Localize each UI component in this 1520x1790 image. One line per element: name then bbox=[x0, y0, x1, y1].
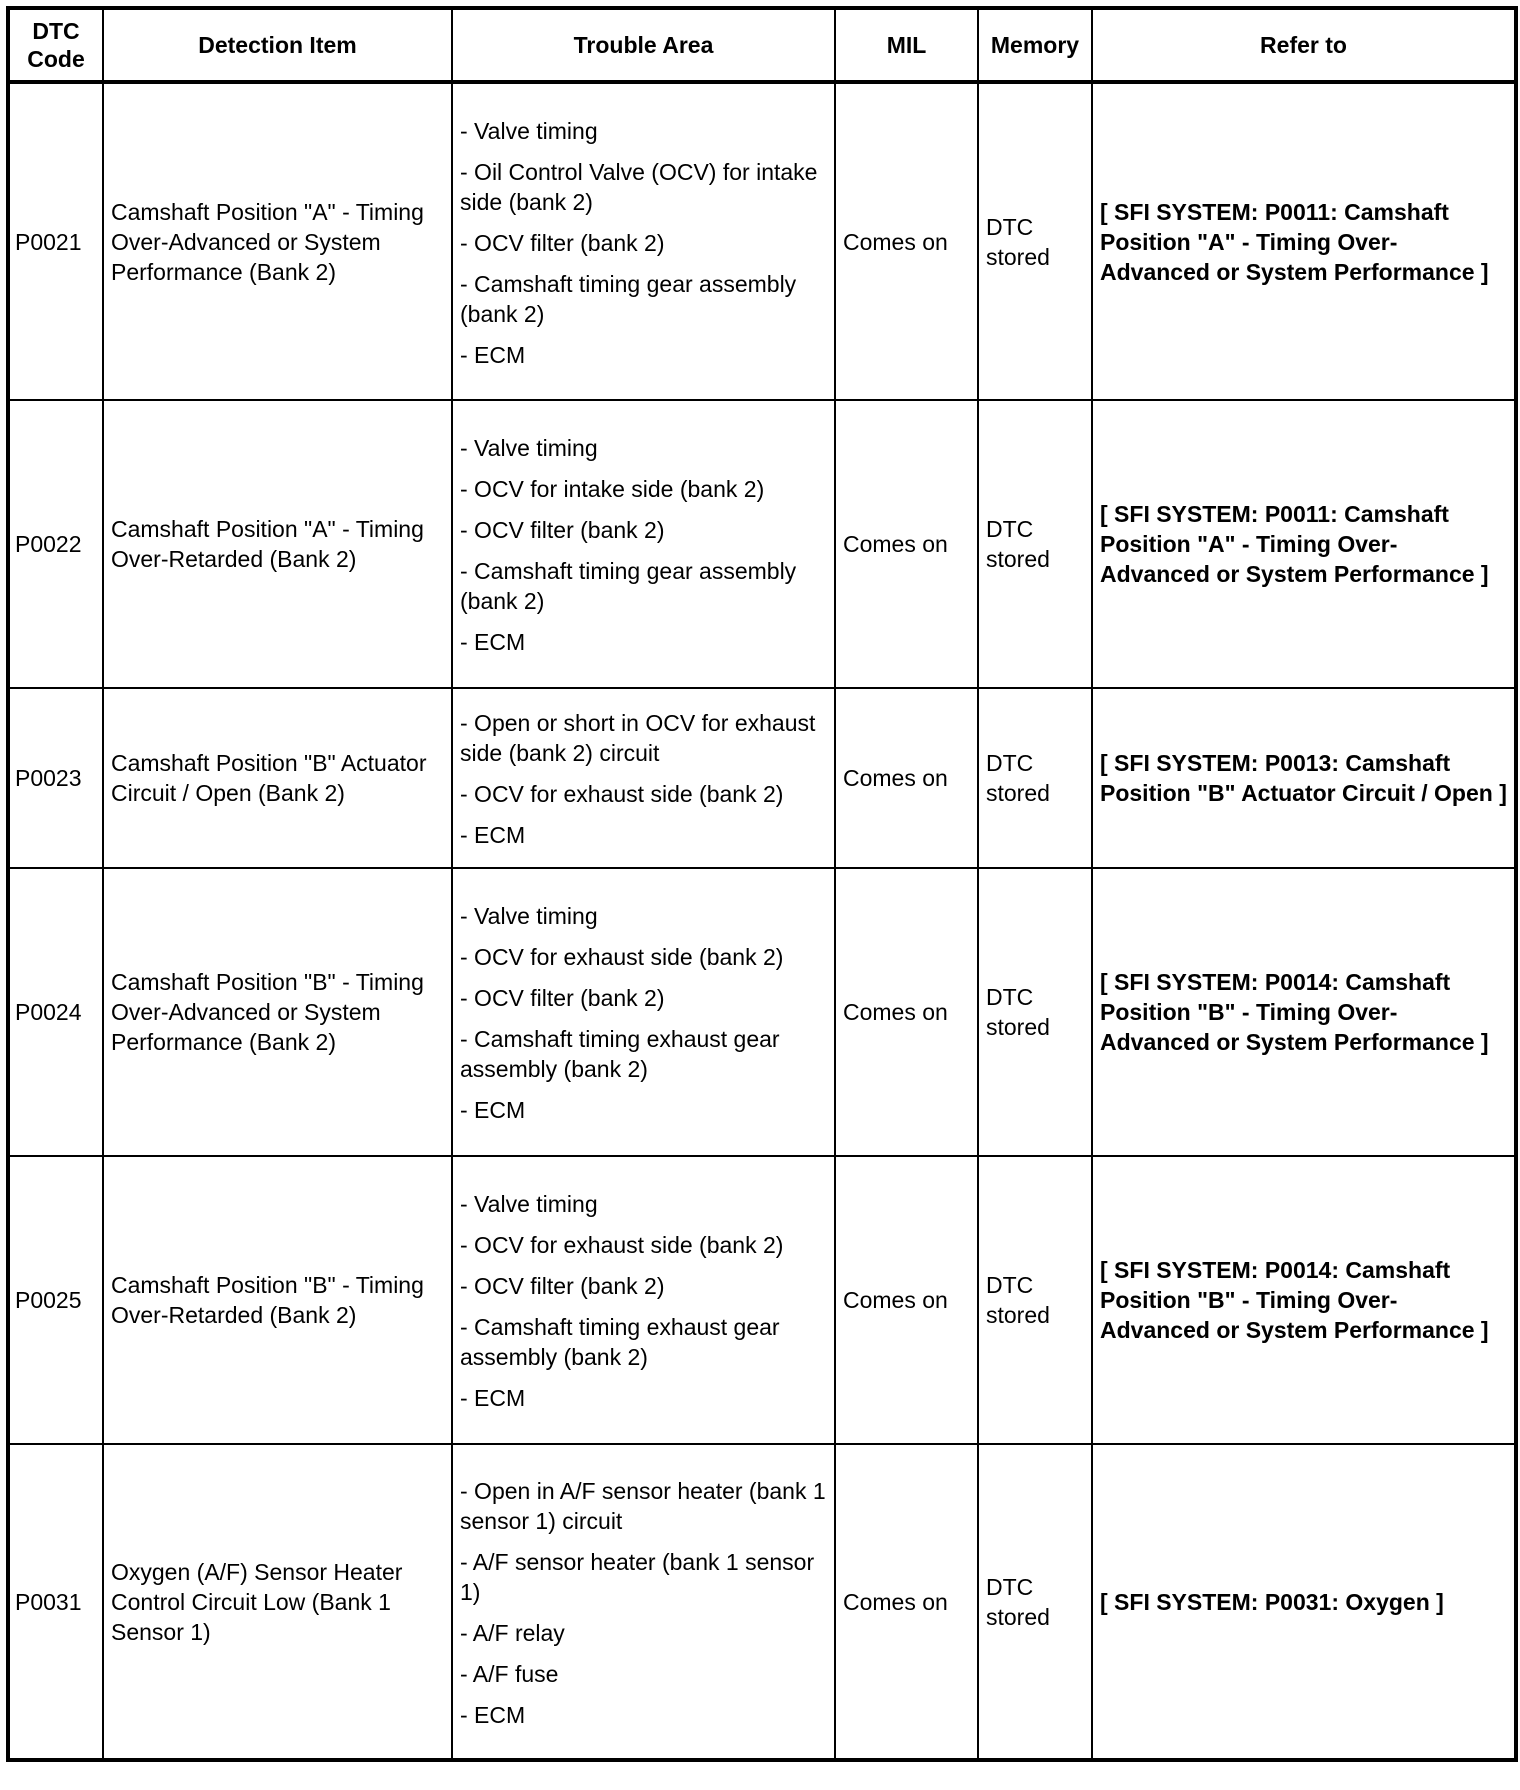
detection-item: Oxygen (A/F) Sensor Heater Control Circuit Low (Bank 1 Sensor 1) bbox=[103, 1444, 452, 1760]
trouble-area-item: - Camshaft timing gear assembly (bank 2) bbox=[460, 558, 797, 614]
table-row bbox=[8, 400, 1516, 688]
trouble-area-item: - A/F sensor heater (bank 1 sensor 1) bbox=[460, 1548, 815, 1605]
trouble-area-item: - Valve timing bbox=[460, 903, 598, 929]
trouble-area bbox=[452, 868, 835, 1156]
trouble-area-item: - OCV for exhaust side (bank 2) bbox=[460, 944, 784, 970]
table-row bbox=[8, 868, 1516, 1156]
refer-to-link[interactable]: [ SFI SYSTEM: P0014: Camshaft Position "B" - Timing Over-Advanced or System Performance ] bbox=[1092, 868, 1516, 1156]
detection-item: Camshaft Position "B" Actuator Circuit / Open (Bank 2) bbox=[103, 688, 452, 868]
refer-to-link[interactable]: [ SFI SYSTEM: P0031: Oxygen ] bbox=[1092, 1444, 1516, 1760]
dtc-table bbox=[6, 6, 1518, 1762]
trouble-area-item: - OCV filter (bank 2) bbox=[460, 1273, 665, 1299]
trouble-area-item: - ECM bbox=[460, 629, 526, 655]
trouble-area bbox=[452, 82, 835, 400]
trouble-area-item: - OCV filter (bank 2) bbox=[460, 985, 665, 1011]
memory-status: DTC stored bbox=[978, 688, 1092, 868]
refer-to-link[interactable]: [ SFI SYSTEM: P0011: Camshaft Position "A" - Timing Over-Advanced or System Performance ] bbox=[1092, 82, 1516, 400]
trouble-area-item: - Camshaft timing exhaust gear assembly (bank 2) bbox=[460, 1314, 780, 1370]
mil-status: Comes on bbox=[835, 868, 978, 1156]
memory-status: DTC stored bbox=[978, 400, 1092, 688]
mil-status: Comes on bbox=[835, 1444, 978, 1760]
trouble-area-item: - A/F relay bbox=[460, 1619, 565, 1646]
trouble-area-item: - A/F fuse bbox=[460, 1660, 559, 1687]
memory-status: DTC stored bbox=[978, 1156, 1092, 1444]
trouble-area-item: - ECM bbox=[460, 1097, 526, 1123]
table-row bbox=[8, 1444, 1516, 1760]
trouble-area-item: - ECM bbox=[460, 1701, 526, 1728]
trouble-area bbox=[452, 1444, 835, 1760]
header-row bbox=[8, 8, 1516, 82]
trouble-area-item: - Camshaft timing exhaust gear assembly (bank 2) bbox=[460, 1026, 780, 1082]
trouble-area-item: - Camshaft timing gear assembly (bank 2) bbox=[460, 270, 797, 327]
trouble-area-item: - OCV filter (bank 2) bbox=[460, 517, 665, 543]
trouble-area-item: - Valve timing bbox=[460, 1191, 598, 1217]
header-detection-item: Detection Item bbox=[103, 8, 452, 82]
detection-item: Camshaft Position "A" - Timing Over-Advanced or System Performance (Bank 2) bbox=[103, 82, 452, 400]
header-mil: MIL bbox=[835, 8, 978, 82]
trouble-area-item: - ECM bbox=[460, 1385, 526, 1411]
table-row bbox=[8, 688, 1516, 868]
detection-item: Camshaft Position "B" - Timing Over-Advanced or System Performance (Bank 2) bbox=[103, 868, 452, 1156]
mil-status: Comes on bbox=[835, 82, 978, 400]
trouble-area-item: - Open in A/F sensor heater (bank 1 sensor 1) circuit bbox=[460, 1477, 826, 1534]
memory-status: DTC stored bbox=[978, 1444, 1092, 1760]
trouble-area-item: - OCV for exhaust side (bank 2) bbox=[460, 781, 784, 807]
trouble-area-item: - OCV for exhaust side (bank 2) bbox=[460, 1232, 784, 1258]
header-trouble-area: Trouble Area bbox=[452, 8, 835, 82]
table-row bbox=[8, 1156, 1516, 1444]
trouble-area bbox=[452, 688, 835, 868]
refer-to-link[interactable]: [ SFI SYSTEM: P0013: Camshaft Position "B" Actuator Circuit / Open ] bbox=[1092, 688, 1516, 868]
detection-item: Camshaft Position "A" - Timing Over-Retarded (Bank 2) bbox=[103, 400, 452, 688]
detection-item: Camshaft Position "B" - Timing Over-Retarded (Bank 2) bbox=[103, 1156, 452, 1444]
dtc-code: P0023 bbox=[8, 688, 103, 868]
header-dtc-code: DTC Code bbox=[8, 8, 103, 82]
trouble-area-item: - OCV for intake side (bank 2) bbox=[460, 476, 765, 502]
table-body bbox=[8, 82, 1516, 1760]
dtc-code: P0021 bbox=[8, 82, 103, 400]
trouble-area bbox=[452, 400, 835, 688]
dtc-code: P0025 bbox=[8, 1156, 103, 1444]
trouble-area bbox=[452, 1156, 835, 1444]
trouble-area-item: - Valve timing bbox=[460, 117, 598, 144]
trouble-area-item: - ECM bbox=[460, 341, 526, 368]
header-refer-to: Refer to bbox=[1092, 8, 1516, 82]
mil-status: Comes on bbox=[835, 1156, 978, 1444]
trouble-area-item: - Valve timing bbox=[460, 435, 598, 461]
trouble-area-item: - Open or short in OCV for exhaust side (bank 2) circuit bbox=[460, 710, 816, 766]
dtc-code: P0022 bbox=[8, 400, 103, 688]
memory-status: DTC stored bbox=[978, 82, 1092, 400]
memory-status: DTC stored bbox=[978, 868, 1092, 1156]
dtc-code: P0031 bbox=[8, 1444, 103, 1760]
table-header bbox=[8, 8, 1516, 82]
table-row bbox=[8, 82, 1516, 400]
refer-to-link[interactable]: [ SFI SYSTEM: P0014: Camshaft Position "B" - Timing Over-Advanced or System Performance ] bbox=[1092, 1156, 1516, 1444]
dtc-code: P0024 bbox=[8, 868, 103, 1156]
mil-status: Comes on bbox=[835, 688, 978, 868]
trouble-area-item: - ECM bbox=[460, 822, 526, 848]
refer-to-link[interactable]: [ SFI SYSTEM: P0011: Camshaft Position "A" - Timing Over-Advanced or System Performance ] bbox=[1092, 400, 1516, 688]
mil-status: Comes on bbox=[835, 400, 978, 688]
header-memory: Memory bbox=[978, 8, 1092, 82]
trouble-area-item: - OCV filter (bank 2) bbox=[460, 229, 665, 256]
trouble-area-item: - Oil Control Valve (OCV) for intake side (bank 2) bbox=[460, 158, 818, 215]
